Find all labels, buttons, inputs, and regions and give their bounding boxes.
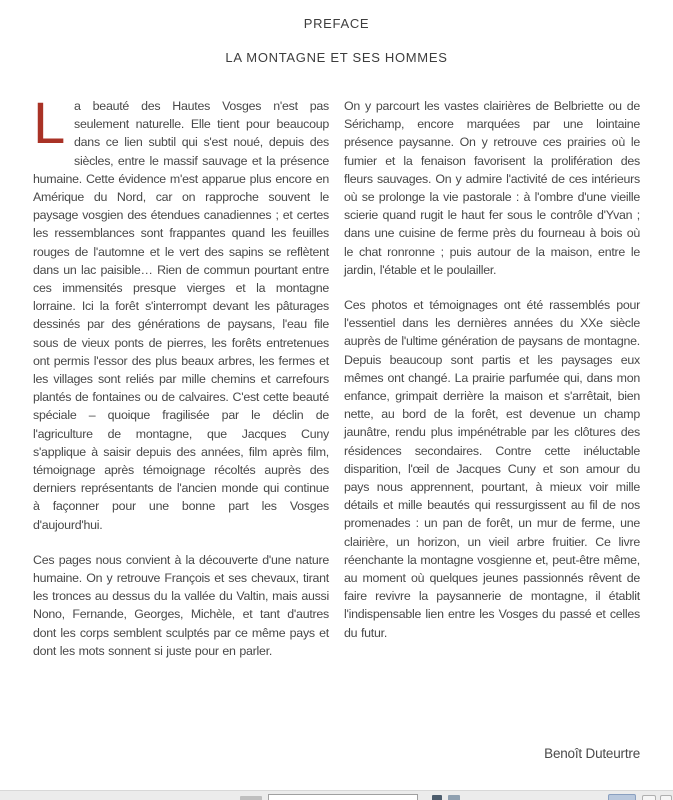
fullscreen-button[interactable] (660, 795, 672, 800)
right-paragraph-1: On y parcourt les vastes clairières de Belbriette ou de Sérichamp, encore marquées par une lointaine présence paysanne. On y retrouve ces prairies où le fumier et la fenaison favorisent la prolifération des fleurs sauvages. On y admire l'activité de ces intérieurs où se prolonge la vie pastorale : à l'ombre d'une vieille scierie quand rugit le haut fer sous le contrôle d'Yvan ; dans une cuisine de ferme près du fourneau à bois où le chat ronronne ; puis autour de la maison, entre le jardin, l'étable et le poulailler. (344, 99, 640, 277)
drop-cap: L (33, 91, 66, 156)
viewer-toolbar (0, 790, 673, 800)
left-paragraph-1 (33, 91, 329, 534)
left-paragraph-2: Ces pages nous convient à la découverte d'une nature humaine. On y retrouve François et ses chevaux, tirant les tronces au dessus du la vallée du Valtin, mais aussi Nono, Fernande, Georges, Michèle, et tant d'autres dont les corps semblent sculptés par ce même pays et dont les mots sonnent si juste pour en parler. (33, 552, 329, 658)
page-subtitle: LA MONTAGNE ET SES HOMMES (225, 50, 448, 65)
text-columns (33, 91, 640, 677)
author-signature: Benoît Duteurtre (544, 746, 640, 761)
left-paragraph-1-text: a beauté des Hautes Vosges n'est pas seulement naturelle. Elle tient pour beaucoup dans ce lien subtil qui s'est noué, depuis des siècles, entre le massif sauvage et la présence humaine. Cette évidence m'est apparue plus encore en Amérique du Nord, car on rapproche souvent le paysage vosgien des étendues canadiennes ; et certes les ressemblances sont frappantes quand les feuilles rouges de l'automne et le vert des sapins se reflètent dans un lac paisible… Rien de commun pourtant entre ces immensités presque vierges et la montagne lorraine. Ici la forêt s'interrompt devant les pâturages dessinés par des générations de paysans, l'eau file sous de vieux ponts de pierres, les forêts entretenues ont permis l'essor des plus beaux arbres, les fermes et les villages sont reliés par mille chemins et carrefours plantés de fontaines ou de calvaires. C'est cette beauté spéciale – quoique fragilisée par le déclin de l'agriculture de montagne, que Jacques Cuny s'applique à saisir depuis des années, film après film, témoignage après témoignage récoltés auprès des derniers représentants de l'ancien monde qui continue à façonner pour une bonne part les Vosges d'aujourd'hui. (33, 99, 329, 532)
page-title: PREFACE (303, 16, 370, 31)
page-view-icon[interactable] (448, 795, 460, 800)
right-column (344, 97, 640, 677)
search-input[interactable] (268, 794, 418, 800)
search-label (240, 796, 262, 800)
zoom-button[interactable] (608, 794, 636, 800)
right-paragraph-2: Ces photos et témoignages ont été rassemblés pour l'essentiel dans les dernières années du XXe siècle auprès de l'ultime génération de paysans de montagne. Depuis beaucoup sont partis et les paysages eux mêmes ont changé. La prairie parfumée qui, dans mon enfance, grimpait derrière la maison et s'arrêtait, bien nette, au bord de la forêt, est devenue un champ jaunâtre, rendu plus impénétrable par les clôtures des résidences secondaires. Contre cette inéluctable disparition, l'œil de Jacques Cuny et son amour du pays nous apprennent, pourtant, à mieux voir mille détails et mille beautés qui ressurgissent au fil de nos promenades : un pan de forêt, un mur de ferme, une clairière, un horizon, un vieil arbre fruitier. Ce livre réenchante la montagne vosgienne et, peut-être même, au moment où quelques jeunes passionnés rêvent de faire revivre la paysannerie de montagne, il établit l'indispensable lien entre les Vosges du passé et celles du futur. (344, 298, 640, 640)
search-button-icon[interactable] (432, 795, 442, 800)
thumbnails-button[interactable] (642, 795, 656, 800)
left-column (33, 91, 329, 677)
